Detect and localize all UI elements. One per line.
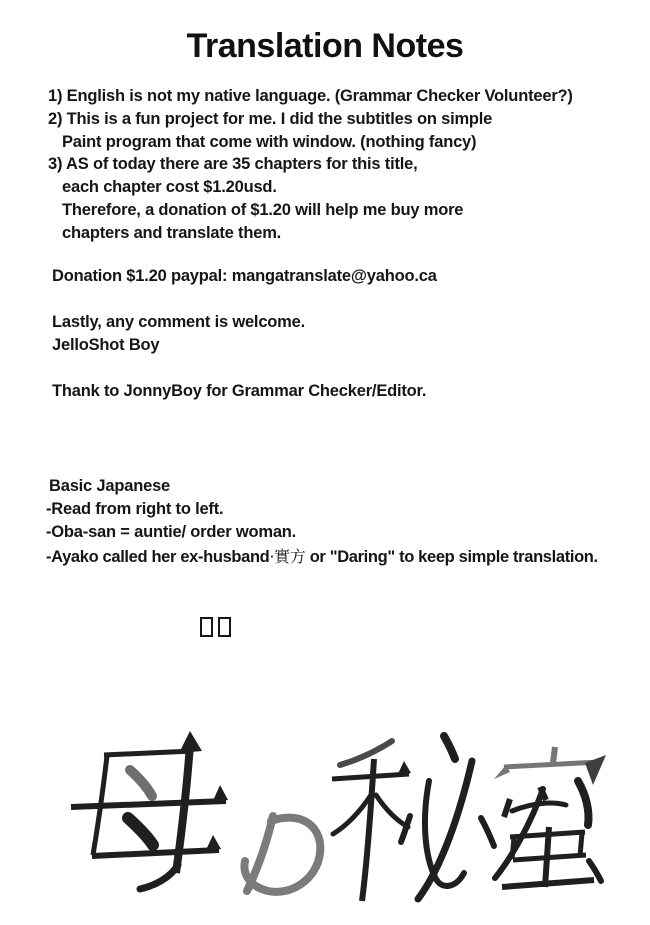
note-line-3d: chapters and translate them. — [62, 223, 282, 242]
donation-line: Donation $1.20 paypal: mangatranslate@yahoo.ca — [52, 267, 437, 285]
note-line-2b: Paint program that come with window. (nothing fancy) — [62, 132, 477, 151]
note-line-3: 3) AS of today there are 35 chapters for this title, — [48, 155, 418, 174]
donation-info — [52, 265, 437, 288]
ayako-kanji: ·實方 — [269, 547, 306, 567]
ayako-text-before: -Ayako called her ex-husband — [46, 548, 270, 567]
note-line-3b: each chapter cost $1.20usd. — [62, 178, 277, 197]
note-line-1: 1) English is not my native language. (Grammar Checker Volunteer?) — [48, 87, 573, 105]
numbered-notes-list — [48, 85, 573, 245]
hiragana-no — [244, 816, 320, 892]
page-title: Translation Notes — [186, 27, 464, 65]
thanks-line: Thank to JonnyBoy for Grammar Checker/Editor. — [52, 382, 427, 400]
note-line-3c: Therefore, a donation of $1.20 will help me buy more — [62, 200, 464, 219]
comment-welcome-line: Lastly, any comment is welcome. — [52, 313, 306, 331]
missing-glyph-box — [218, 617, 231, 637]
missing-glyph-box — [200, 617, 213, 637]
missing-glyph-boxes — [200, 617, 236, 641]
basic-japanese-heading: Basic Japanese — [49, 477, 171, 495]
series-title-logo — [40, 715, 650, 915]
jp-note-read-direction: -Read from right to left. — [46, 499, 224, 518]
kanji-haha — [71, 731, 228, 889]
kanji-mitsu — [494, 747, 606, 887]
ayako-text-after: or "Daring" to keep simple translation. — [305, 548, 598, 567]
jp-note-ayako — [46, 546, 598, 569]
signature-line: JelloShot Boy — [52, 335, 160, 354]
note-line-2: 2) This is a fun project for me. I did the subtitles on simple — [48, 109, 493, 128]
basic-japanese-section — [46, 475, 598, 569]
kanji-hi — [332, 736, 494, 901]
acknowledgement — [52, 380, 426, 403]
closing-message — [52, 311, 305, 357]
series-title-artwork — [40, 715, 650, 915]
jp-note-oba-san: -Oba-san = auntie/ order woman. — [46, 522, 297, 541]
